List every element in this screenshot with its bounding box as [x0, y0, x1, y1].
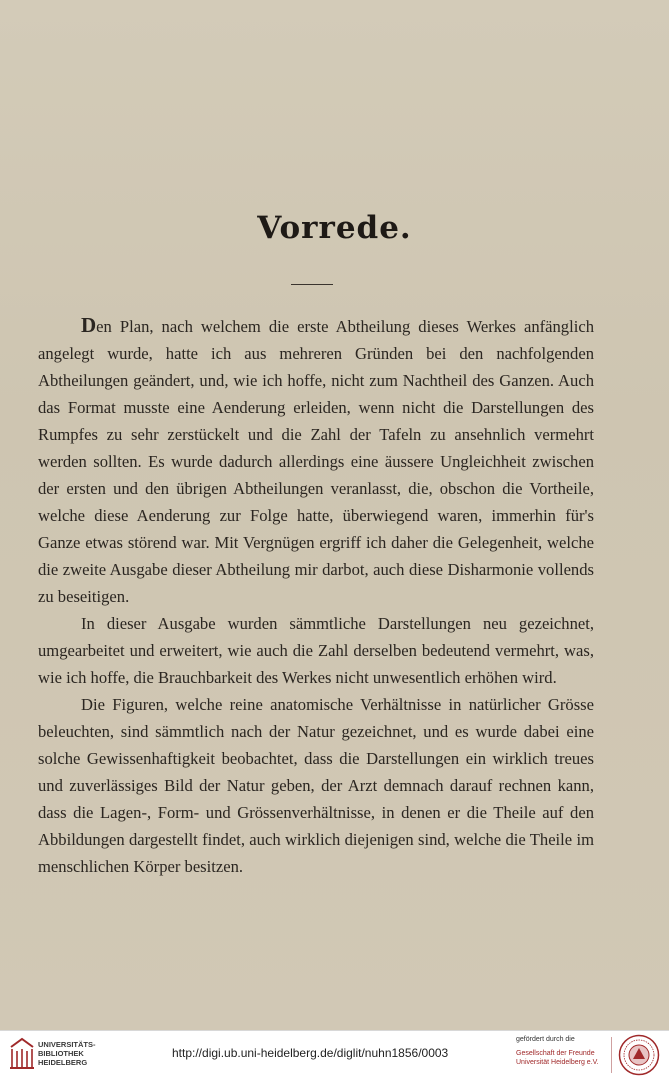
paragraph-3: Die Figuren, welche reine anatomische Verhältnisse in natürlicher Grösse beleuchten, sind sämmtlich nach der Natur gezeichnet, und es wurde dabei eine solche Gewissenhaftigkeit beobachtet, dass die Darstellungen ein wirklich treues und zuverlässiges Bild der Natur geben, der Arzt demnach darauf rechnen kann, dass die Lagen-, Form- und Grössenverhältnisse, in denen er die Theile auf den Abbildungen dargestellt findet, auch wirklich diejenigen sind, welche die Theile im menschlichen Körper besitzen.	[38, 695, 594, 876]
paragraph-1-text: en Plan, nach welchem die erste Abtheilung dieses Werkes anfänglich angelegt wurde, hatte ich aus mehreren Gründen bei den nachfolgenden Abtheilungen geändert, und, wie ich hoffe, nicht zum Nachtheil des Ganzen. Auch das Format musste eine Aenderung erleiden, wenn nicht die Darstellungen des Rumpfes zu sehr zerstückelt und die Zahl der Tafeln zu ansehnlich vermehrt werden sollten. Es wurde dadurch allerdings eine äussere Ungleichheit zwischen der ersten und den übrigen Abtheilungen veranlasst, die, obschon die Vortheile, welche diese Aenderung zur Folge hatte, überwiegend waren, immerhin für's Ganze etwas störend war. Mit Vergnügen ergriff ich daher die Gelegenheit, welche die zweite Ausgabe dieser Abtheilung mir darbot, auch diese Disharmonie vollends zu beseitigen.	[38, 317, 594, 606]
ub-heidelberg-logo-icon[interactable]	[9, 1037, 35, 1071]
viewer-footer	[0, 1030, 669, 1078]
paragraph-1	[38, 312, 594, 610]
permalink-url[interactable]: http://digi.ub.uni-heidelberg.de/diglit/nuhn1856/0003	[172, 1046, 449, 1060]
paragraph-2: In dieser Ausgabe wurden sämmtliche Darstellungen neu gezeichnet, umgearbeitet und erweitert, wie auch die Zahl derselben bedeutend vermehrt, was, wie ich hoffe, die Brauchbarkeit des Werkes nicht unwesentlich erhöhen wird.	[38, 614, 594, 687]
footer-divider	[611, 1037, 612, 1073]
library-name[interactable]: UNIVERSITÄTS- BIBLIOTHEK HEIDELBERG	[38, 1040, 96, 1067]
page-title: Vorrede.	[257, 210, 412, 246]
title-divider	[291, 284, 333, 285]
drop-cap: D	[81, 313, 97, 337]
preface-body	[38, 312, 594, 880]
university-seal-icon[interactable]	[618, 1034, 660, 1076]
sponsor-credit[interactable]: gefördert durch die Gesellschaft der Freunde Universität Heidelberg e.V.	[516, 1036, 599, 1066]
